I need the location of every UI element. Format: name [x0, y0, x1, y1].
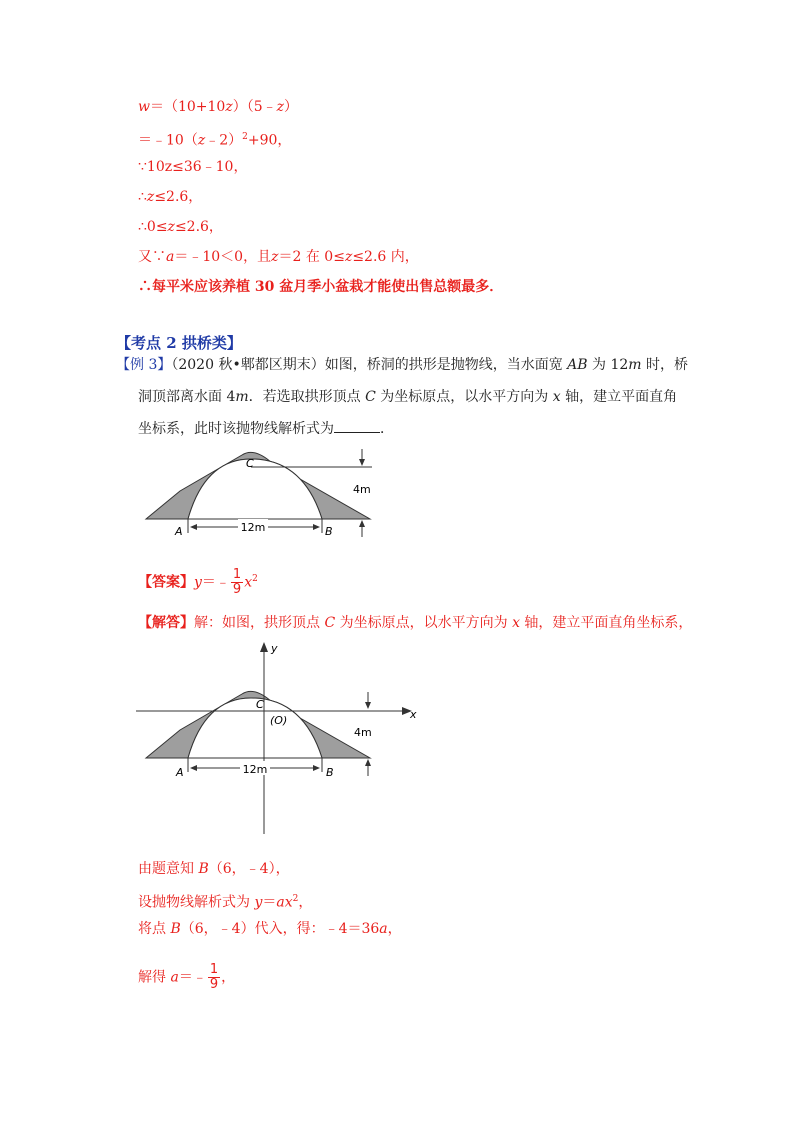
section-title: 【考点 2 拱桥类】 [116, 334, 242, 352]
solution-intro: 【解答】解：如图，拱形顶点 C 为坐标原点，以水平方向为 x 轴，建立平面直角坐标系， [138, 615, 693, 631]
step-2: 设抛物线解析式为 $y=ax^2$， [138, 894, 313, 911]
answer-label: 【答案】 [138, 574, 194, 591]
step-3: 将点 B（6，﹣4）代入，得：﹣4＝36a， [138, 921, 402, 937]
solution-line-1: w＝（10+10z）（5﹣z） [138, 99, 299, 115]
example-line-1: 【例 3】（2020 秋•郫都区期末）如图，桥洞的拱形是抛物线，当水面宽 AB 为 12m 时，桥 [116, 357, 689, 373]
width-label: 12m [240, 521, 266, 534]
solution-line-3: ∵10z≤36﹣10， [138, 159, 248, 175]
y-axis-label: y [271, 642, 278, 655]
example-line-3: 坐标系，此时该抛物线解析式为 ． [138, 421, 394, 437]
example-label: 【例 3】 [116, 357, 172, 373]
answer-line: 【答案】y＝﹣ $\frac{1}{9}$ $x^2$ [138, 567, 258, 597]
origin-label: (O) [270, 714, 288, 727]
point-c-label: C [256, 698, 264, 711]
height-label: 4m [353, 483, 371, 496]
solution-line-2: ＝﹣10（z﹣2）$^2$+90， [138, 132, 292, 149]
width-label: 12m [242, 763, 268, 776]
point-b-label: B [326, 766, 334, 779]
point-a-label: A [176, 766, 184, 779]
x-axis-label: x [410, 708, 417, 721]
point-c-label: C [246, 457, 254, 470]
solution-line-5: ∴0≤z≤2.6， [138, 219, 223, 235]
arch-inner-curve [188, 459, 322, 519]
example-line-2: 洞顶部离水面 4m．若选取拱形顶点 C 为坐标原点，以水平方向为 x 轴，建立平面直角 [138, 389, 678, 405]
point-a-label: A [175, 525, 183, 538]
coordinate-figure [130, 638, 430, 838]
solution-line-6: 又∵a＝﹣10＜0，且z＝2 在 0≤z≤2.6 内， [138, 249, 419, 265]
bridge-figure [140, 445, 390, 545]
height-label: 4m [354, 726, 372, 739]
solution-label: 【解答】 [138, 615, 194, 631]
arch-inner-curve [188, 698, 322, 758]
step-4: 解得 a＝﹣ $\frac{1}{9}$ ， [138, 962, 236, 992]
solution-line-4: ∴z≤2.6， [138, 189, 203, 205]
point-b-label: B [325, 525, 333, 538]
step-1: 由题意知 B（6，﹣4）， [138, 861, 290, 877]
solution-conclusion: ∴每平米应该养植 30 盆月季小盆栽才能使出售总额最多． [138, 279, 504, 295]
answer-blank [334, 420, 380, 433]
